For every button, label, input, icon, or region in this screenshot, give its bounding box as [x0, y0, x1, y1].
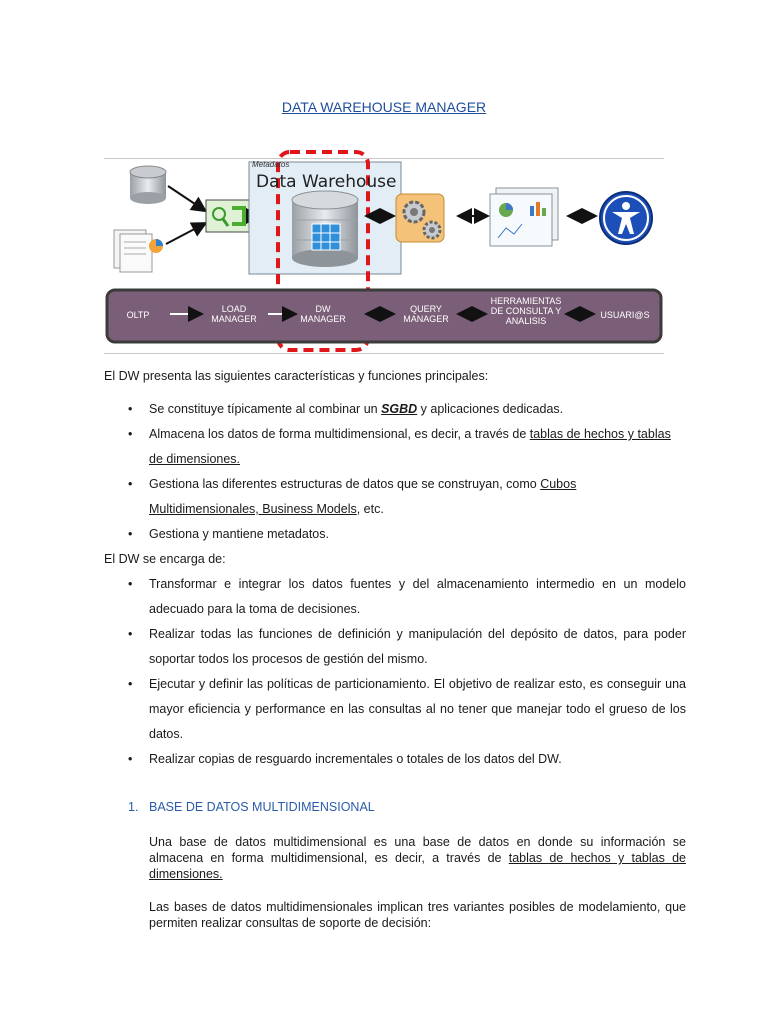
dimensiones-link[interactable]: de dimensiones.	[149, 452, 241, 466]
flow-label-herramientas: HERRAMIENTAS DE CONSULTA Y ANALISIS	[490, 296, 562, 326]
cubos-link[interactable]: Cubos	[540, 477, 577, 491]
item-text: y aplicaciones dedicadas.	[417, 402, 564, 416]
list-item	[104, 472, 686, 522]
item-text: , etc.	[356, 502, 384, 516]
flow-label-load-manager: LOAD MANAGER	[211, 304, 257, 324]
flow-label-oltp: OLTP	[126, 310, 150, 320]
tasks-list	[104, 572, 686, 772]
item-text: Gestiona y mantiene metadatos.	[149, 527, 329, 541]
warehouse-label: Data Warehouse	[256, 172, 397, 192]
query-manager-gear-icon	[396, 194, 444, 242]
metadata-label: Metadatos	[252, 160, 290, 169]
list-item	[104, 397, 686, 422]
warehouse-database-icon	[292, 191, 358, 267]
section-number: 1.	[128, 800, 139, 814]
paragraph-variants: Las bases de datos multidimensionales implican tres variantes posibles de modelamiento, que permiten realizar consultas de soporte de decisión:	[149, 900, 686, 930]
item-text: Se constituye típicamente al combinar un	[149, 402, 382, 416]
item-text: Transformar e integrar los datos fuentes y del almacenamiento intermedio en un modelo adecuado para la toma de decisiones.	[149, 577, 686, 616]
item-text: Gestiona las diferentes estructuras de datos que se construyan, como	[149, 477, 541, 491]
list-item	[104, 422, 686, 472]
bullet-dot: •	[128, 677, 133, 691]
bullet-dot: •	[128, 577, 133, 591]
section-heading	[128, 800, 375, 814]
list-item	[104, 622, 686, 672]
item-text: Realizar todas las funciones de definición y manipulación del depósito de datos, para poder soportar todos los procesos de gestión del mismo.	[149, 627, 686, 666]
business-models-link[interactable]: Multidimensionales, Business Models	[149, 502, 357, 516]
list-item	[104, 672, 686, 747]
flow-label-usuarios: USUARI@S	[600, 310, 650, 320]
user-icon	[600, 192, 652, 244]
intro-characteristics: El DW presenta las siguientes características y funciones principales:	[104, 369, 489, 383]
source-database-icon	[130, 166, 166, 204]
paragraph-text: Una base de datos multidimensional es una base de datos en donde su información se almacena en forma multidimensional, es decir, a través de	[149, 835, 686, 865]
bullet-dot: •	[128, 427, 133, 441]
tablas-link[interactable]: tablas de hechos y tablas	[529, 427, 671, 441]
item-text: Realizar copias de resguardo incrementales o totales de los datos del DW.	[149, 752, 562, 766]
documents-icon	[114, 230, 163, 272]
flow-band	[107, 290, 661, 342]
bullet-dot: •	[128, 402, 133, 416]
architecture-diagram	[104, 148, 664, 360]
page-title: DATA WAREHOUSE MANAGER	[281, 99, 487, 115]
paragraph-definition	[149, 834, 686, 882]
item-text: Almacena los datos de forma multidimensional, es decir, a través de	[149, 427, 530, 441]
tablas-dimensiones-link[interactable]: tablas de hechos y tablas de dimensiones.	[149, 851, 686, 881]
intro-tasks: El DW se encarga de:	[104, 552, 226, 566]
flow-label-dw-manager: DW MANAGER	[300, 304, 346, 324]
item-text: Ejecutar y definir las políticas de particionamiento. El objetivo de realizar esto, es conseguir una mayor eficiencia y performance en las consultas al no tener que manejar todo el grueso de los datos.	[149, 677, 686, 741]
section-title: BASE DE DATOS MULTIDIMENSIONAL	[149, 800, 375, 814]
bullet-dot: •	[128, 477, 133, 491]
characteristics-list	[104, 397, 686, 547]
list-item	[104, 572, 686, 622]
bullet-dot: •	[128, 752, 133, 766]
flow-label-query-manager: QUERY MANAGER	[403, 304, 449, 324]
reports-icon	[490, 188, 558, 246]
list-item	[104, 522, 686, 547]
list-item	[104, 747, 686, 772]
sgbd-link[interactable]: SGBD	[381, 402, 418, 416]
bullet-dot: •	[128, 627, 133, 641]
bullet-dot: •	[128, 527, 133, 541]
